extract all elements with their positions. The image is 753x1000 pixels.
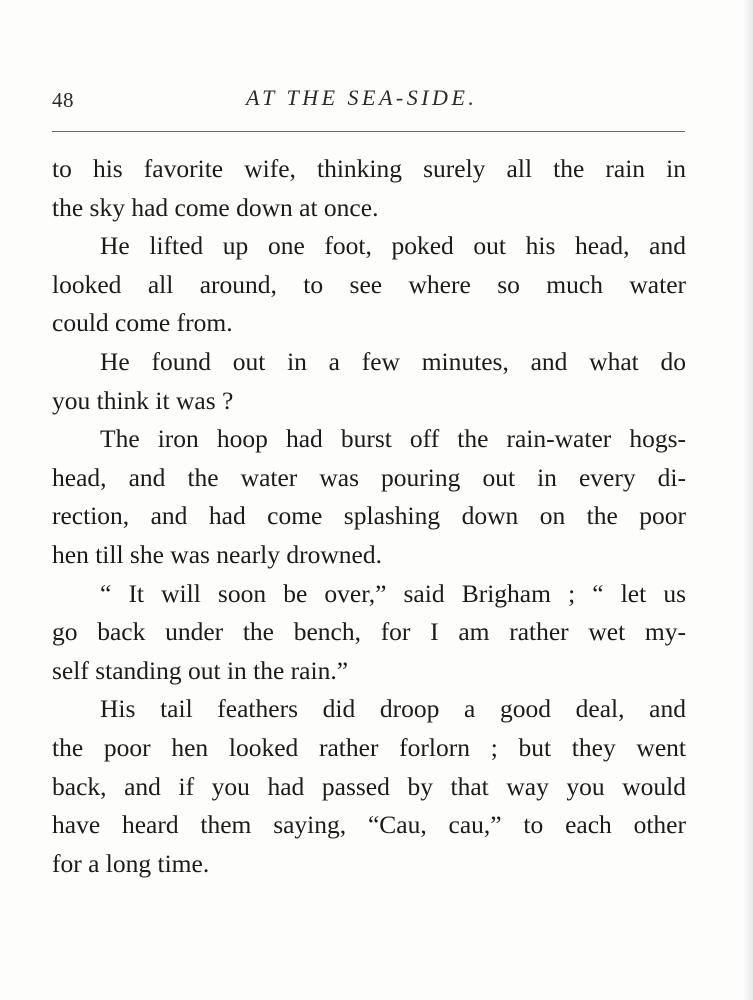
text-line: the poor hen looked rather forlorn ; but they went xyxy=(52,732,686,762)
text-line: go back under the bench, for I am rather wet my- xyxy=(52,617,686,647)
text-line: The iron hoop had burst off the rain-water hogs- xyxy=(100,424,686,454)
running-title: AT THE SEA-SIDE. xyxy=(246,85,478,110)
text-line: He lifted up one foot, poked out his head, and xyxy=(100,231,686,261)
page-number: 48 xyxy=(52,88,74,112)
text-line: have heard them saying, “Cau, cau,” to each other xyxy=(52,810,686,840)
page-edge-shadow xyxy=(743,0,753,1000)
text-line: looked all around, to see where so much water xyxy=(52,269,686,299)
text-line: could come from. xyxy=(52,308,233,338)
text-line: hen till she was nearly drowned. xyxy=(52,539,382,569)
text-line: “ It will soon be over,” said Brigham ; “ let us xyxy=(100,578,686,608)
text-line: His tail feathers did droop a good deal, and xyxy=(100,694,686,724)
text-line: for a long time. xyxy=(52,848,210,878)
header-rule xyxy=(52,131,685,132)
text-line: self standing out in the rain.” xyxy=(52,655,349,685)
text-line: you think it was ? xyxy=(52,385,234,415)
body-text xyxy=(52,150,686,883)
text-line: head, and the water was pouring out in every di- xyxy=(52,462,686,492)
text-line: to his favorite wife, thinking surely all the rain in xyxy=(52,154,686,183)
text-line: the sky had come down at once. xyxy=(52,192,379,222)
text-line: rection, and had come splashing down on the poor xyxy=(52,501,686,531)
running-head xyxy=(52,85,687,118)
text-line: back, and if you had passed by that way you would xyxy=(52,771,686,801)
text-line: He found out in a few minutes, and what do xyxy=(100,346,686,376)
